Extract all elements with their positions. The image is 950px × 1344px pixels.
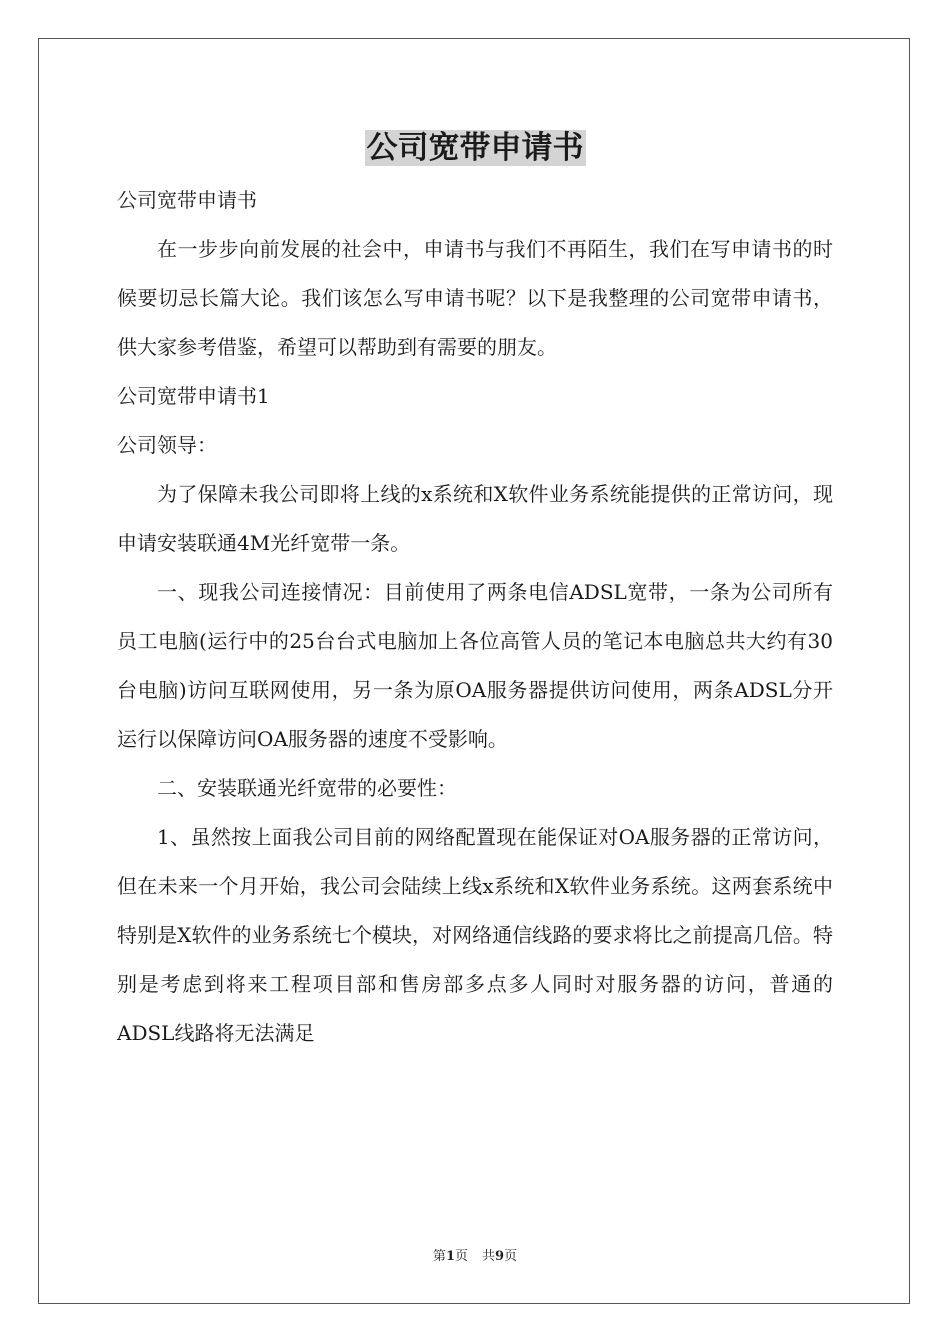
document-body — [117, 176, 833, 1058]
total-prefix: 共 — [482, 1249, 496, 1264]
page-number — [433, 1249, 468, 1264]
paragraph: 公司宽带申请书 — [117, 188, 257, 212]
paragraph: 在一步步向前发展的社会中，申请书与我们不再陌生，我们在写申请书的时候要切忌长篇大论。我们该怎么写申请书呢？以下是我整理的公司宽带申请书，供大家参考借鉴，希望可以帮助到有需要的朋友。 — [117, 237, 833, 359]
page-footer — [0, 1248, 950, 1266]
paragraph: 为了保障未我公司即将上线的x系统和X软件业务系统能提供的正常访问，现申请安装联通4M光纤宽带一条。 — [117, 482, 833, 555]
current-page: 1 — [445, 1249, 455, 1264]
paragraph: 二、安装联通光纤宽带的必要性： — [157, 776, 457, 800]
paragraph: 公司领导： — [117, 433, 217, 457]
document-title-text: 公司宽带申请书 — [366, 130, 584, 166]
page-prefix: 第 — [432, 1249, 446, 1264]
total-suffix: 页 — [504, 1249, 518, 1264]
page-suffix: 页 — [454, 1249, 468, 1264]
paragraph: 一、现我公司连接情况：目前使用了两条电信ADSL宽带，一条为公司所有员工电脑(运行中的25台台式电脑加上各位高管人员的笔记本电脑总共大约有30台电脑)访问互联网使用，另一条为原OA服务器提供访问使用，两条ADSL分开运行以保障访问OA服务器的速度不受影响。 — [117, 580, 833, 751]
document-title — [0, 126, 950, 170]
paragraph: 1、虽然按上面我公司目前的网络配置现在能保证对OA服务器的正常访问，但在未来一个月开始，我公司会陆续上线x系统和X软件业务系统。这两套系统中特别是X软件的业务系统七个模块，对网络通信线路的要求将比之前提高几倍。特别是考虑到将来工程项目部和售房部多点多人同时对服务器的访问，普通的ADSL线路将无法满足 — [117, 825, 833, 1045]
page-total — [482, 1249, 517, 1264]
paragraph: 公司宽带申请书1 — [117, 384, 270, 408]
total-pages: 9 — [495, 1249, 505, 1264]
